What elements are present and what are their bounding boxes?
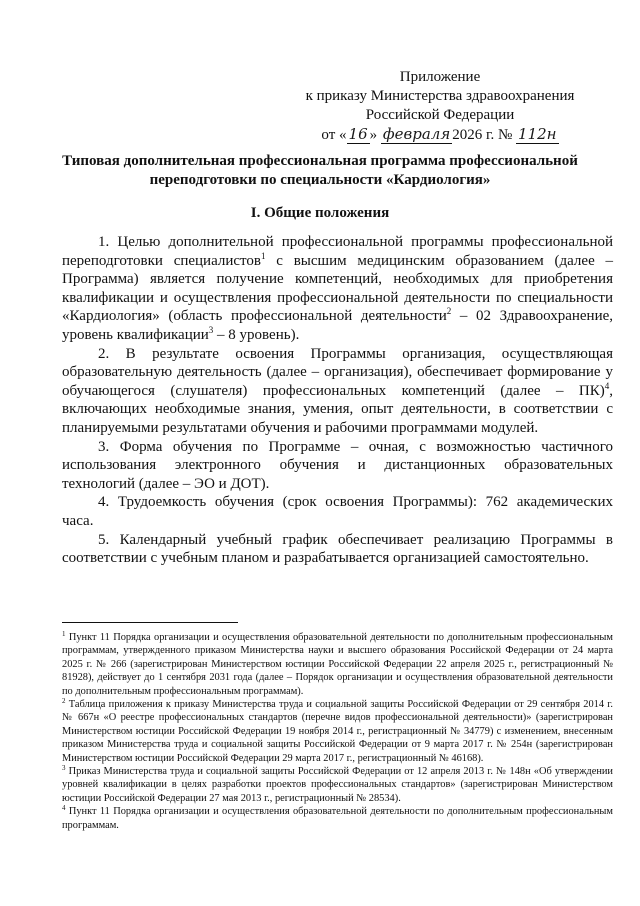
header-appendix: Приложение — [399, 69, 481, 85]
document-body — [62, 233, 613, 568]
footnote-ref: 1 — [261, 250, 266, 261]
paragraph-2: 2. В результате освоения Программы организация, осуществляющая образовательную деятельность (далее – организация), обеспечивает формирование у обучающегося (слушателя) профессиональных компетенций (далее – ПК)$^4$, включающих необходимые знания, умения, опыт деятельности, в соответствии с планируемыми результатами обучения и рабочими программами модулей. — [62, 345, 613, 436]
footnote-1: $^1$ Пункт 11 Порядка организации и осуществления образовательной деятельности по дополнительным профессиональным программам, утвержденного приказом Министерства науки и высшего образования Российской Федерации от 24 марта 2025 г. № 266 (зарегистрирован Министерством юстиции Российской Федерации 22 апреля 2025 г., регистрационный № 81928), действует до 1 сентября 2031 года (далее – Порядок организации и осуществления образовательной деятельности по дополнительным профессиональным программам). — [62, 630, 613, 697]
footnote-4: $^4$ Пункт 11 Порядка организации и осуществления образовательной деятельности по дополнительным профессиональным программам. — [62, 804, 613, 831]
footnote-separator — [62, 622, 238, 623]
handwritten-day: 16 — [348, 125, 368, 143]
footnote-2: $^2$ Таблица приложения к приказу Министерства труда и социальной защиты Российской Федерации от 29 сентября 2014 г. № 667н «О реестре профессиональных стандартов (перечне видов профессиональной деятельности)» (зарегистрирован Министерством юстиции Российской Федерации 19 ноября 2014 г., регистрационный № 34779) с изменением, внесенным приказом Министерства труда и социальной защиты Российской Федерации от 9 марта 2017 г. № 254н (зарегистрирован Министерством юстиции Российской Федерации 29 марта 2017 г., регистрационный № 46168). — [62, 697, 613, 764]
footnote-3: $^3$ Приказ Министерства труда и социальной защиты Российской Федерации от 12 апреля 2013 г. № 148н «Об утверждении уровней квалификации в целях разработки проектов профессиональных стандартов» (зарегистрирован Министерством юстиции Российской Федерации 27 мая 2013 г., регистрационный № 28534). — [62, 764, 613, 804]
handwritten-order-number: 112н — [518, 125, 557, 143]
header-country: Российской Федерации — [365, 107, 515, 123]
section-heading: I. Общие положения — [250, 205, 390, 221]
paragraph-5: 5. Календарный учебный график обеспечивает реализацию Программы в соответствии с учебным планом и разрабатывается организацией самостоятельно. — [62, 531, 613, 567]
approval-header — [290, 68, 590, 145]
handwritten-month: февраля — [382, 125, 451, 143]
header-date-line: от « 16 » февраля 2026 г. № 112н — [321, 125, 557, 143]
footnote-ref: 2 — [446, 306, 452, 317]
footnote-ref: 4 — [604, 380, 610, 391]
footnote-ref: 3 — [208, 324, 214, 335]
paragraph-3: 3. Форма обучения по Программе – очная, с возможностью частичного использования электронного обучения и дистанционных образовательных технологий (далее – ЭО и ДОТ). — [62, 438, 613, 492]
paragraph-4: 4. Трудоемкость обучения (срок освоения Программы): 762 академических часа. — [62, 494, 613, 529]
paragraph-1: 1. Целью дополнительной профессиональной программы профессиональной переподготовки специалистов$^1$ с высшим медицинским образованием (далее – Программа) является получение компетенций, необходимых для приобретения квалификации и осуществления профессиональной деятельности по специальности «Кардиология» (область профессиональной деятельности$^2$ – 02 Здравоохранение, уровень квалификации$^3$ – 8 уровень). — [62, 234, 614, 343]
header-order-ref: к приказу Министерства здравоохранения — [305, 88, 575, 104]
footnotes — [62, 631, 613, 832]
document-title: Типовая дополнительная профессиональная программа профессиональной переподготовки по специальности «Кардиология» — [62, 153, 578, 188]
